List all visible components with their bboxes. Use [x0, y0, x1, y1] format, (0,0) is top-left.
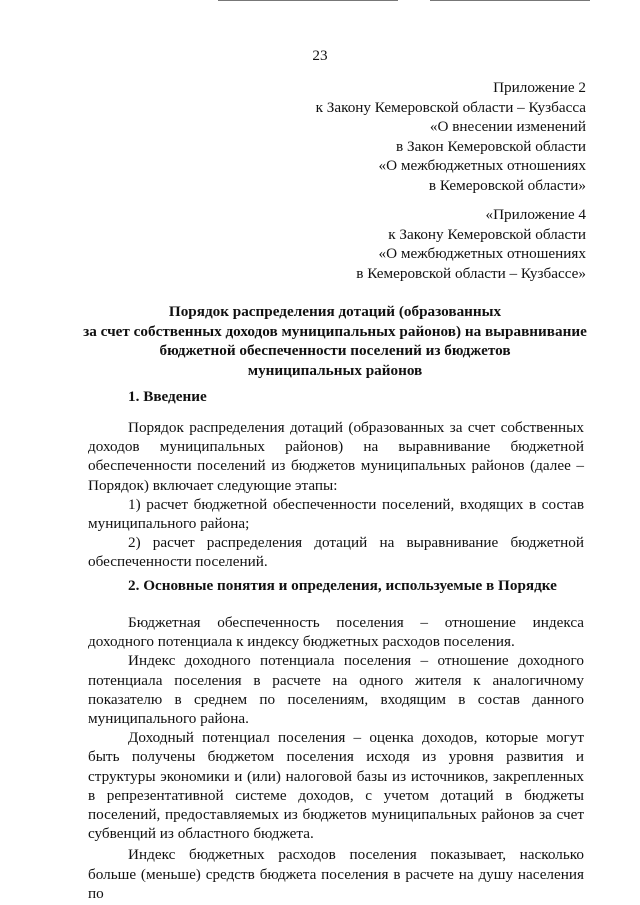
title-line: бюджетной обеспеченности поселений из бюджетов — [159, 342, 511, 359]
page-number: 23 — [312, 47, 328, 64]
paragraph: Порядок распределения дотаций (образованных за счет собственных доходов муниципальных районов) на выравнивание бюджетной обеспеченности поселений из бюджетов муниципальных районов (далее – Порядок) включает следующие этапы: — [88, 419, 584, 494]
title-line: Порядок распределения дотаций (образованных — [168, 303, 502, 320]
appendix-quote-line: в Кемеровской области – Кузбассе» — [356, 264, 586, 282]
section-2-body — [88, 613, 584, 903]
paragraph: Бюджетная обеспеченность поселения – отношение индекса доходного потенциала к индексу бюджетных расходов поселения. — [88, 614, 584, 651]
paragraph: Индекс бюджетных расходов поселения показывает, насколько больше (меньше) средств бюджета поселения в расчете на душу населения по — [88, 846, 584, 902]
appendix-quote-line: «Приложение 4 — [485, 206, 586, 223]
appendix-header — [316, 78, 586, 195]
appendix-quote-line: «О межбюджетных отношениях — [378, 245, 586, 262]
paragraph: 1) расчет бюджетной обеспеченности поселений, входящих в состав муниципального района; — [88, 495, 584, 533]
paragraph: 2) расчет распределения дотаций на выравнивание бюджетной обеспеченности поселений. — [88, 534, 584, 571]
appendix-line: в Кемеровской области» — [428, 176, 586, 194]
section-1-body — [88, 418, 584, 572]
title-line: за счет собственных доходов муниципальных районов) на выравнивание — [83, 322, 587, 340]
appendix-line: Приложение 2 — [493, 79, 586, 96]
appendix-line: в Закон Кемеровской области — [396, 137, 586, 155]
appendix-line: «О внесении изменений — [429, 118, 586, 135]
paragraph: Индекс доходного потенциала поселения – отношение доходного потенциала поселения в расчете на одного жителя к аналогичному показателю в среднем по поселениям, входящим в состав данного муниципального района. — [88, 652, 584, 728]
section-1-heading: 1. Введение — [128, 388, 207, 405]
paragraph: Доходный потенциал поселения – оценка доходов, которые могут быть получены бюджетом поселения исходя из уровня развития и структуры экономики и (или) налоговой базы из источников, закрепленных в репрезентативной системе доходов, с учетом дотаций в бюджеты поселений, предоставляемых из бюджетов муниципальных районов за счет субвенций из областного бюджета. — [88, 729, 584, 843]
appendix-quote-header — [356, 205, 586, 283]
top-scan-line — [218, 0, 398, 1]
section-2-heading: 2. Основные понятия и определения, используемые в Порядке — [128, 577, 557, 594]
appendix-quote-line: к Закону Кемеровской области — [388, 225, 586, 243]
appendix-line: к Закону Кемеровской области – Кузбасса — [315, 98, 586, 116]
title-line: муниципальных районов — [247, 361, 423, 379]
top-scan-line-right — [430, 0, 590, 1]
appendix-line: «О межбюджетных отношениях — [378, 157, 586, 174]
document-title — [70, 302, 600, 380]
